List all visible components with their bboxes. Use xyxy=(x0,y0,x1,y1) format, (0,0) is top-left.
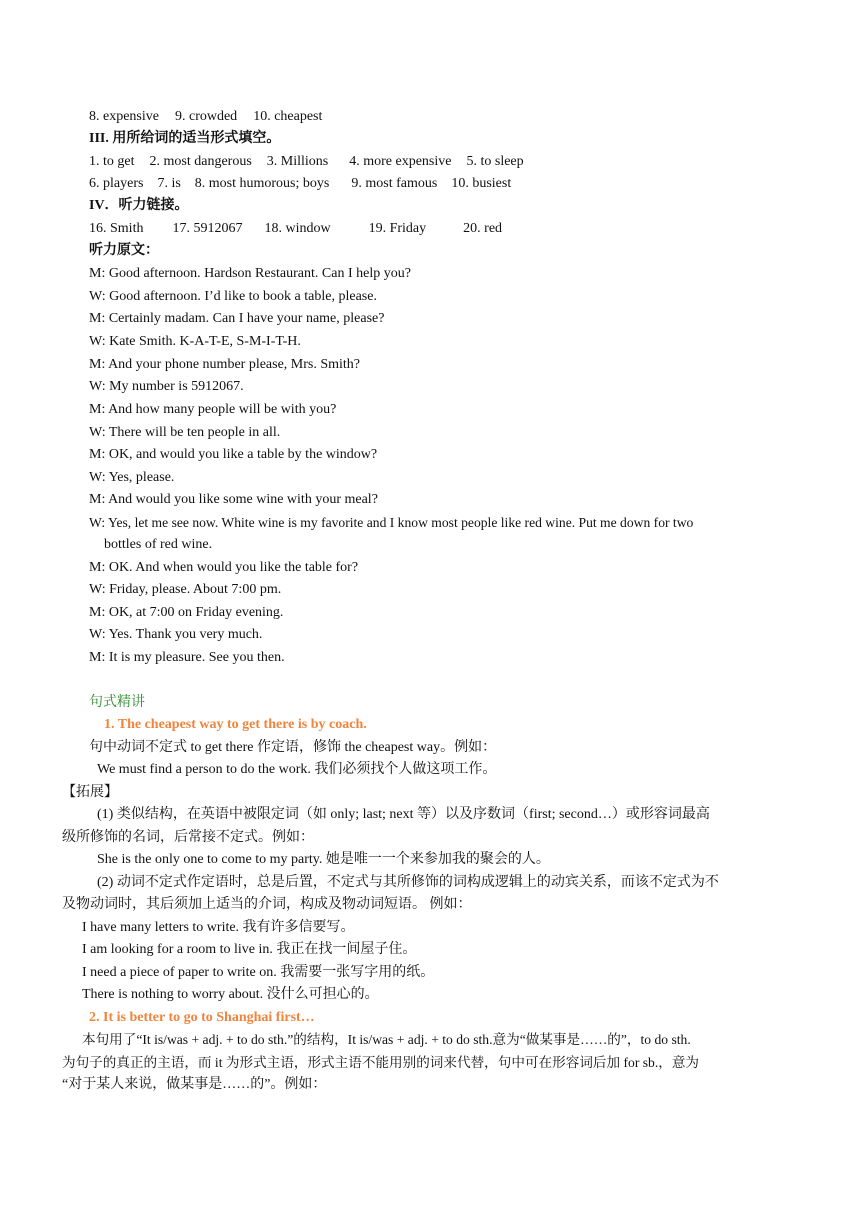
answer-item: 19. Friday xyxy=(368,221,427,236)
answer-item: 7. is xyxy=(157,176,181,191)
answer-item: 5. to sleep xyxy=(466,154,524,169)
grammar-title: 句式精讲 xyxy=(89,695,145,710)
section-3-title: III. 用所给词的适当形式填空。 xyxy=(89,131,281,146)
section-4-title: IV．听力链接。 xyxy=(89,198,189,213)
transcript-line: W: There will be ten people in all. xyxy=(89,425,281,440)
answer-item: 8. most humorous; boys xyxy=(194,176,330,191)
transcript-line: W: Yes. Thank you very much. xyxy=(89,627,263,642)
transcript-line: M: Good afternoon. Hardson Restaurant. Can I help you? xyxy=(89,266,411,281)
extension-2-example: I need a piece of paper to write on. 我需要一张写字用的纸。 xyxy=(82,965,435,980)
section-4-row xyxy=(89,220,502,238)
answer-item: 16. Smith xyxy=(89,221,144,236)
extension-1-line-2: 级所修饰的名词，后常接不定式。例如： xyxy=(62,830,314,845)
grammar-point-2-line-1: 本句用了“It is/was + adj. + to do sth.”的结构，It is/was + adj. + to do sth.意为“做某事是……的”，to do sth. xyxy=(82,1032,691,1047)
answer-item: 17. 5912067 xyxy=(172,221,243,236)
transcript-line: M: Certainly madam. Can I have your name, please? xyxy=(89,311,385,326)
extension-2-line-1: (2) 动词不定式作定语时，总是后置，不定式与其所修饰的词构成逻辑上的动宾关系，而该不定式为不 xyxy=(97,875,719,890)
grammar-point-1-example: We must find a person to do the work. 我们必须找个人做这项工作。 xyxy=(97,762,497,777)
extension-label: 【拓展】 xyxy=(62,785,118,800)
transcript-line: W: Good afternoon. I’d like to book a table, please. xyxy=(89,289,377,304)
extension-2-example: There is nothing to worry about. 没什么可担心的。 xyxy=(82,987,379,1002)
answer-item: 8. expensive xyxy=(89,109,159,124)
transcript-line: W: Friday, please. About 7:00 pm. xyxy=(89,582,282,597)
extension-2-line-2: 及物动词时，其后须加上适当的介词，构成及物动词短语。 例如： xyxy=(62,897,472,912)
transcript-line: W: Yes, please. xyxy=(89,470,175,485)
answer-item: 18. window xyxy=(264,221,331,236)
answer-item: 3. Millions xyxy=(266,154,329,169)
grammar-point-2-line-3: “对于某人来说，做某事是……的”。例如： xyxy=(62,1077,327,1092)
grammar-point-1-explain: 句中动词不定式 to get there 作定语，修饰 the cheapest way。例如： xyxy=(89,740,497,755)
extension-2-example: I have many letters to write. 我有许多信要写。 xyxy=(82,920,355,935)
extension-1-example: She is the only one to come to my party. 她是唯一一个来参加我的聚会的人。 xyxy=(97,852,550,867)
answer-item: 20. red xyxy=(463,221,503,236)
transcript-line: bottles of red wine. xyxy=(104,537,213,552)
answer-item: 2. most dangerous xyxy=(149,154,252,169)
section-3-row-1 xyxy=(89,153,524,171)
grammar-point-2-heading: 2. It is better to go to Shanghai first… xyxy=(89,1010,315,1025)
answer-item: 9. most famous xyxy=(351,176,438,191)
transcript-line: W: Yes, let me see now. White wine is my favorite and I know most people like red wine. Put me down for two xyxy=(89,515,694,530)
transcript-line: M: OK. And when would you like the table for? xyxy=(89,560,359,575)
transcript-line: M: And your phone number please, Mrs. Smith? xyxy=(89,357,361,372)
answer-item: 6. players xyxy=(89,176,144,191)
section-3-row-2 xyxy=(89,175,511,193)
transcript-line: W: Kate Smith. K-A-T-E, S-M-I-T-H. xyxy=(89,334,301,349)
transcript-line: M: And how many people will be with you? xyxy=(89,402,337,417)
transcript-line: M: It is my pleasure. See you then. xyxy=(89,650,285,665)
answer-item: 1. to get xyxy=(89,154,135,169)
grammar-point-2-line-2: 为句子的真正的主语，而 it 为形式主语，形式主语不能用别的词来代替，句中可在形容词后加 for sb.，意为 xyxy=(62,1055,700,1070)
transcript-title: 听力原文： xyxy=(89,243,159,258)
answer-item: 9. crowded xyxy=(174,109,238,124)
answer-line-8-10 xyxy=(89,108,322,126)
transcript-line: W: My number is 5912067. xyxy=(89,379,244,394)
answer-item: 4. more expensive xyxy=(349,154,452,169)
answer-item: 10. cheapest xyxy=(253,109,323,124)
extension-2-example: I am looking for a room to live in. 我正在找一间屋子住。 xyxy=(82,942,417,957)
transcript-line: M: OK, at 7:00 on Friday evening. xyxy=(89,605,284,620)
transcript-line: M: OK, and would you like a table by the window? xyxy=(89,447,378,462)
transcript-line: M: And would you like some wine with your meal? xyxy=(89,492,378,507)
answer-item: 10. busiest xyxy=(451,176,512,191)
grammar-point-1-heading: 1. The cheapest way to get there is by coach. xyxy=(104,717,367,732)
extension-1-line-1: (1) 类似结构，在英语中被限定词（如 only; last; next 等）以及序数词（first; second…）或形容词最高 xyxy=(97,807,710,822)
